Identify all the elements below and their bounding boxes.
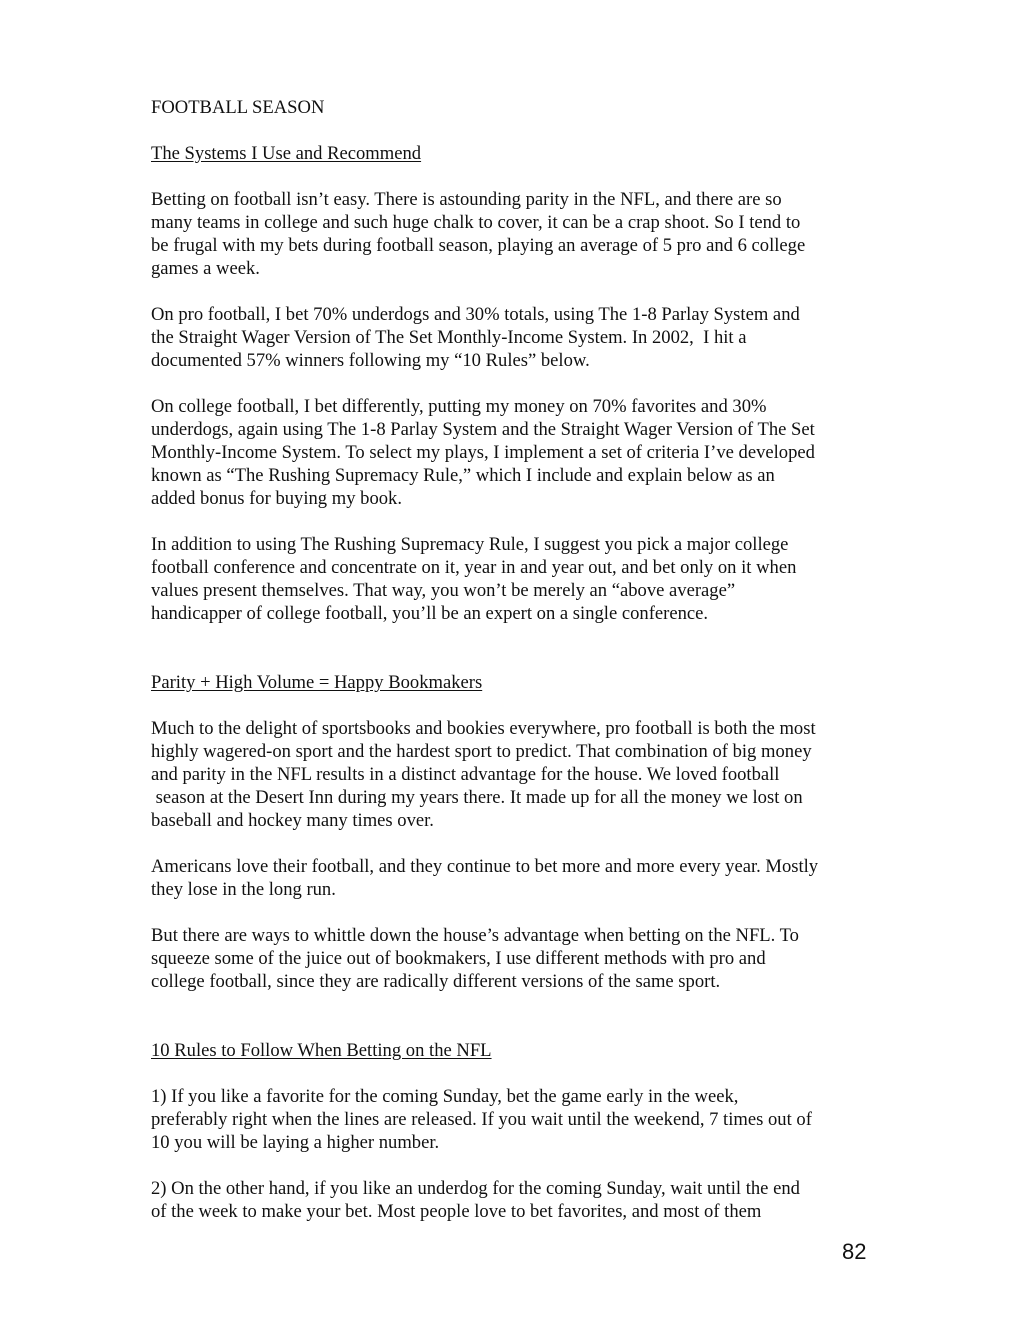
text-line: values present themselves. That way, you won’t be merely an “above average”	[151, 580, 736, 601]
text-line: documented 57% winners following my “10 Rules” below.	[151, 350, 590, 371]
text-line: 10 you will be laying a higher number.	[151, 1132, 440, 1153]
text-line: handicapper of college football, you’ll be an expert on a single conference.	[151, 603, 709, 624]
text-line: known as “The Rushing Supremacy Rule,” which I include and explain below as an	[151, 465, 775, 486]
text-line: many teams in college and such huge chalk to cover, it can be a crap shoot. So I tend to	[151, 212, 801, 233]
paragraph-sportsbooks	[151, 717, 881, 832]
paragraph-conference-advice	[151, 533, 881, 625]
text-line: of the week to make your bet. Most people love to bet favorites, and most of them	[151, 1201, 762, 1222]
text-line: underdogs, again using The 1-8 Parlay System and the Straight Wager Version of The Set	[151, 419, 815, 440]
text-line: Americans love their football, and they continue to bet more and more every year. Mostly	[151, 856, 819, 877]
text-line: season at the Desert Inn during my years there. It made up for all the money we lost on	[151, 787, 803, 808]
text-line: be frugal with my bets during football season, playing an average of 5 pro and 6 college	[151, 235, 806, 256]
text-line: baseball and hockey many times over.	[151, 810, 434, 831]
text-line: 2) On the other hand, if you like an underdog for the coming Sunday, wait until the end	[151, 1178, 800, 1199]
page-number: 82	[842, 1239, 867, 1264]
text-line: On college football, I bet differently, putting my money on 70% favorites and 30%	[151, 396, 767, 417]
document-page	[151, 96, 881, 1223]
paragraph-college-football	[151, 395, 881, 510]
paragraph-rule-2	[151, 1177, 881, 1223]
paragraph-pro-football	[151, 303, 881, 372]
text-line: college football, since they are radically different versions of the same sport.	[151, 971, 721, 992]
text-line: Monthly-Income System. To select my plays, I implement a set of criteria I’ve developed	[151, 442, 815, 463]
text-line: Much to the delight of sportsbooks and bookies everywhere, pro football is both the most	[151, 718, 816, 739]
text-line: they lose in the long run.	[151, 879, 336, 900]
text-line: But there are ways to whittle down the house’s advantage when betting on the NFL. To	[151, 925, 799, 946]
text-line: 1) If you like a favorite for the coming Sunday, bet the game early in the week,	[151, 1086, 739, 1107]
section-heading-ten-rules: 10 Rules to Follow When Betting on the NFL	[151, 1040, 492, 1061]
text-line: added bonus for buying my book.	[151, 488, 402, 509]
text-line: games a week.	[151, 258, 260, 279]
text-line: highly wagered-on sport and the hardest sport to predict. That combination of big money	[151, 741, 812, 762]
text-line: On pro football, I bet 70% underdogs and 30% totals, using The 1-8 Parlay System and	[151, 304, 800, 325]
text-line: squeeze some of the juice out of bookmakers, I use different methods with pro and	[151, 948, 766, 969]
document-title: FOOTBALL SEASON	[151, 97, 325, 118]
paragraph-americans	[151, 855, 881, 901]
paragraph-rule-1	[151, 1085, 881, 1154]
text-line: and parity in the NFL results in a distinct advantage for the house. We loved football	[151, 764, 780, 785]
section-heading-systems: The Systems I Use and Recommend	[151, 143, 422, 164]
section-heading-parity: Parity + High Volume = Happy Bookmakers	[151, 672, 483, 693]
paragraph-whittle-down	[151, 924, 881, 993]
text-line: Betting on football isn’t easy. There is astounding parity in the NFL, and there are so	[151, 189, 782, 210]
text-line: football conference and concentrate on it, year in and year out, and bet only on it when	[151, 557, 797, 578]
text-line: the Straight Wager Version of The Set Monthly-Income System. In 2002, I hit a	[151, 327, 747, 348]
paragraph-betting-intro	[151, 188, 881, 280]
text-line: In addition to using The Rushing Supremacy Rule, I suggest you pick a major college	[151, 534, 789, 555]
text-line: preferably right when the lines are released. If you wait until the weekend, 7 times out of	[151, 1109, 812, 1130]
